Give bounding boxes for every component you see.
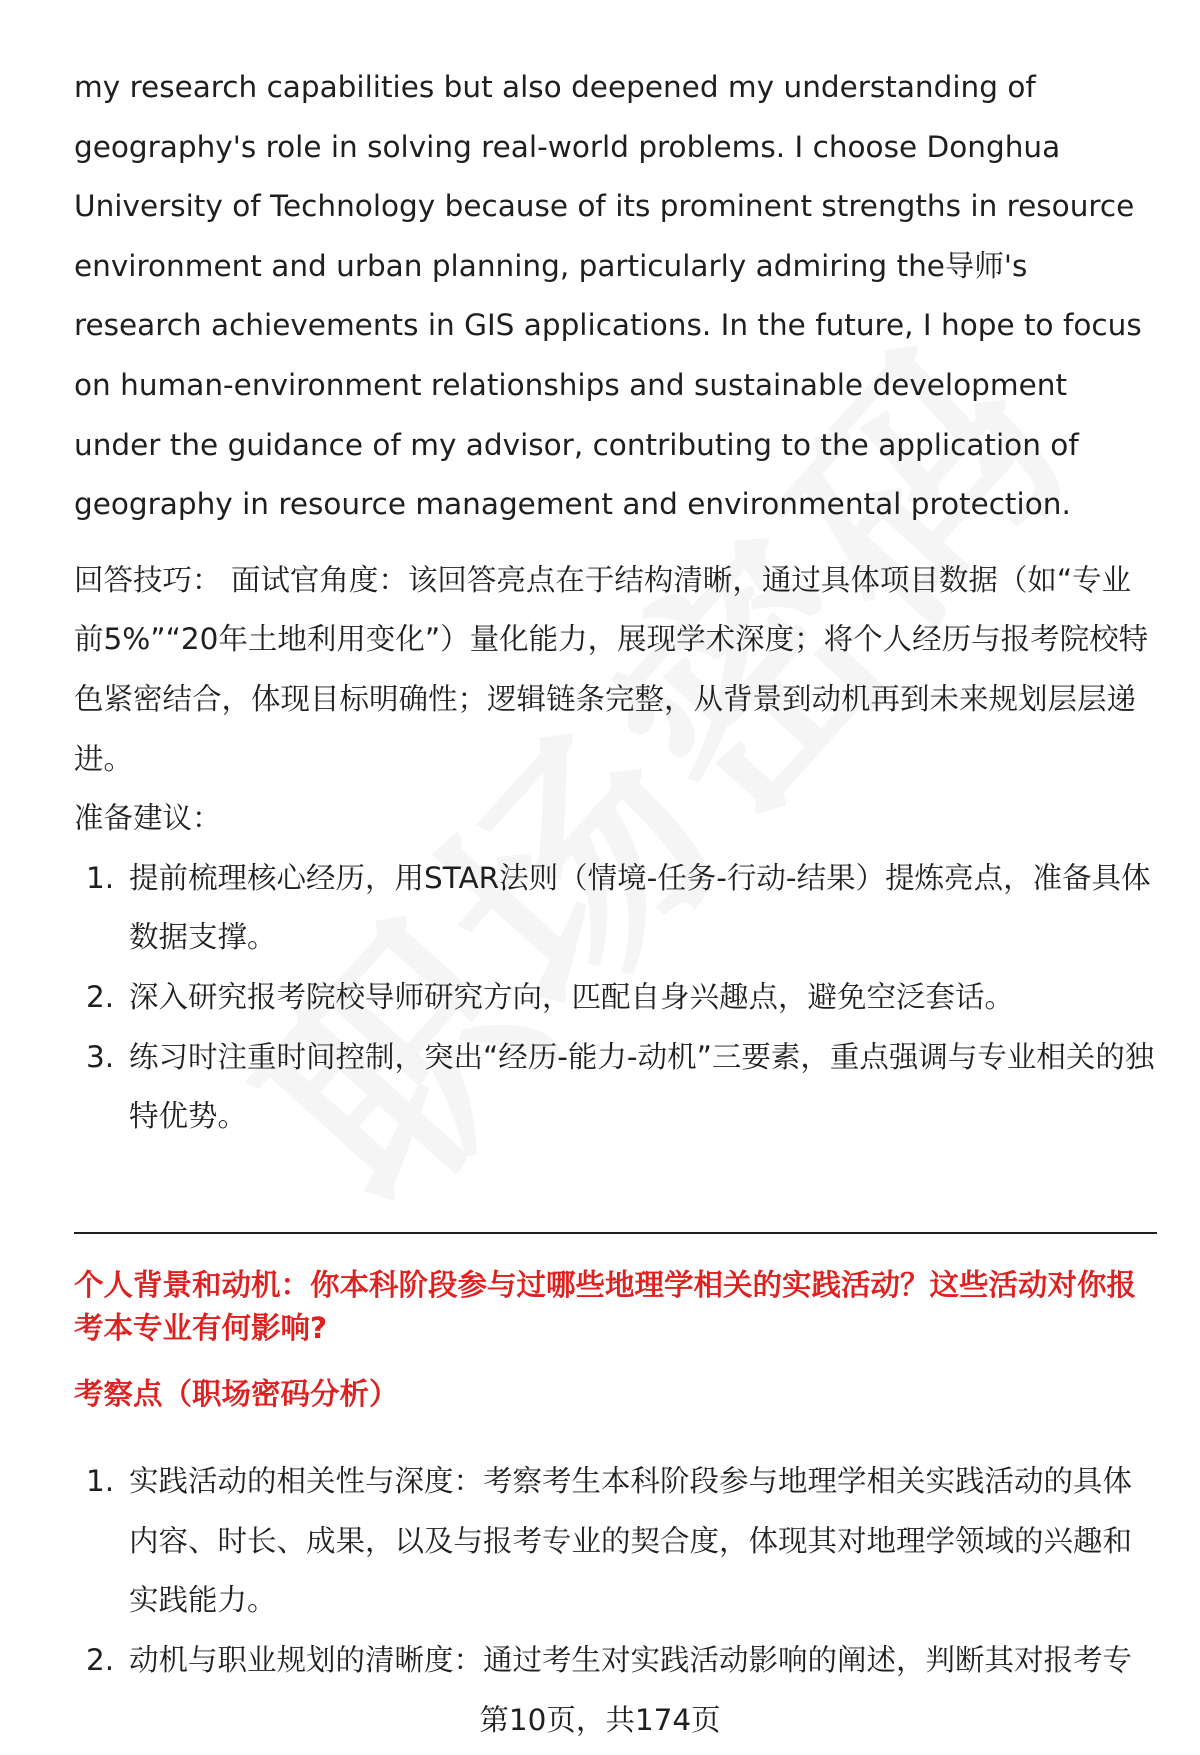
question-heading: 个人背景和动机：你本科阶段参与过哪些地理学相关的实践活动？这些活动对你报考本专业有何影响? xyxy=(74,1268,1137,1345)
list-item xyxy=(74,1028,1159,1147)
answer-tips-paragraph: 回答技巧： 面试官角度：该回答亮点在于结构清晰，通过具体项目数据（如“专业前5%”“20年土地利用变化”）量化能力，展现学术深度；将个人经历与报考院校特色紧密结合，体现目标明确性；逻辑链条完整，从背景到动机再到未来规划层层递进。 xyxy=(74,562,1149,776)
list-item-text: 实践活动的相关性与深度：考察考生本科阶段参与地理学相关实践活动的具体内容、时长、成果，以及与报考专业的契合度，体现其对地理学领域的兴趣和实践能力。 xyxy=(129,1464,1133,1618)
list-item-number: 1. xyxy=(86,860,115,895)
list-item-text: 练习时注重时间控制，突出“经历-能力-动机”三要素，重点强调与专业相关的独特优势。 xyxy=(129,1039,1155,1134)
list-item-text: 深入研究报考院校导师研究方向，匹配自身兴趣点，避免空泛套话。 xyxy=(129,979,1015,1014)
list-item-text: 动机与职业规划的清晰度：通过考生对实践活动影响的阐述，判断其对报考专 xyxy=(129,1642,1133,1677)
list-item-text: 提前梳理核心经历，用STAR法则（情境-任务-行动-结果）提炼亮点，准备具体数据支撑。 xyxy=(129,860,1151,955)
list-item-number: 1. xyxy=(86,1464,115,1498)
prep-advice-list xyxy=(74,849,1159,1147)
page-footer: 第10页，共174页 xyxy=(479,1703,721,1737)
list-item xyxy=(74,1631,1159,1691)
english-paragraph: my research capabilities but also deepened my understanding of geography's role in solving real-world problems. I choose Donghua University of Technology because of its prominent strengths in resource environment and urban planning, particularly admiring the导师's research achievements in GIS applications. In the future, I hope to focus on human-environment relationships and sustainable development under the guidance of my advisor, contributing to the application of geography in resource management and environmental protection. xyxy=(74,70,1142,522)
page-content xyxy=(74,58,1159,1147)
assessment-list xyxy=(74,1452,1159,1690)
list-item xyxy=(74,1452,1159,1631)
section-divider xyxy=(74,1232,1157,1234)
list-item-number: 2. xyxy=(86,1642,115,1677)
list-item-number: 3. xyxy=(86,1039,115,1074)
assessment-heading: 考察点（职场密码分析） xyxy=(74,1377,399,1411)
list-item-number: 2. xyxy=(86,979,115,1014)
list-item xyxy=(74,849,1159,968)
list-item xyxy=(74,968,1159,1028)
prep-advice-label: 准备建议： xyxy=(74,801,222,836)
